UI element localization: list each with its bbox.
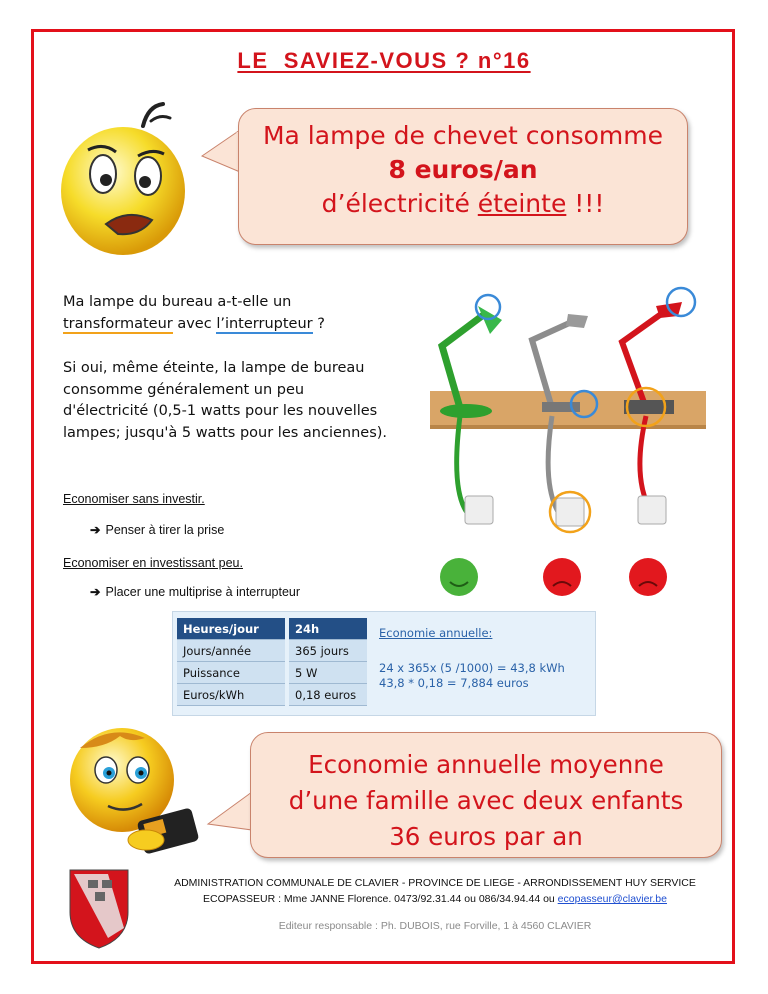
bubble-line-2: 8 euros/an	[388, 155, 538, 184]
confused-emoji-icon	[48, 96, 198, 261]
intro-answer: Si oui, même éteinte, la lampe de bureau consomme généralement un peu d'électricité (0,5-1 watts pour les nouvelles lampes; jusqu'à 5 watts pour les anciennes).	[63, 360, 388, 441]
page-title: LE SAVIEZ-VOUS ? n°16	[237, 48, 531, 73]
table-row: Puissance 5 W	[177, 662, 367, 684]
table-row: Jours/année 365 jours	[177, 640, 367, 662]
bubble-line-2: d’une famille avec deux enfants	[288, 786, 684, 815]
speech-bubble-tail	[206, 790, 254, 840]
energy-table-panel	[172, 611, 596, 716]
desk-lamps-illustration	[420, 286, 710, 602]
table-row: Euros/kWh 0,18 euros	[177, 684, 367, 706]
speech-bubble-top	[238, 108, 688, 245]
table-row: Heures/jour 24h	[177, 618, 367, 640]
speech-bubble-tail	[200, 128, 242, 178]
bubble-line-3: d’électricité éteinte !!!	[321, 189, 605, 218]
email-link[interactable]: ecopasseur@clavier.be	[557, 893, 667, 905]
footer-line-3: Editeur responsable : Ph. DUBOIS, rue Forville, 1 à 4560 CLAVIER	[278, 920, 592, 932]
tip-2: ➔ Placer une multiprise à interrupteur	[90, 585, 301, 599]
intro-question: Ma lampe du bureau a-t-elle un transformateur avec l’interrupteur ?	[63, 294, 325, 332]
phone-emoji-icon	[50, 718, 210, 863]
footer-line-2: ECOPASSEUR : Mme JANNE Florence. 0473/92.31.44 ou 086/34.94.44 ou ecopasseur@clavier.be	[203, 893, 667, 905]
arrow-icon: ➔	[90, 585, 101, 599]
arrow-icon: ➔	[90, 523, 101, 537]
energy-table	[177, 618, 367, 706]
tip-heading-1: Economiser sans investir.	[63, 492, 205, 506]
coat-of-arms-icon	[68, 868, 130, 950]
speech-bubble-bottom	[250, 732, 722, 858]
bubble-line-3: 36 euros par an	[389, 822, 583, 851]
footer-line-1: ADMINISTRATION COMMUNALE DE CLAVIER - PROVINCE DE LIEGE - ARRONDISSEMENT HUY SERVICE	[174, 877, 696, 889]
annual-saving-calc: Economie annuelle: 24 x 365x (5 /1000) = 43,8 kWh 43,8 * 0,18 = 7,884 euros	[379, 626, 565, 690]
bubble-line-1: Ma lampe de chevet consomme	[262, 121, 664, 150]
bubble-line-1: Economie annuelle moyenne	[308, 750, 664, 779]
tip-1: ➔ Penser à tirer la prise	[90, 523, 225, 537]
tip-heading-2: Economiser en investissant peu.	[63, 556, 243, 570]
